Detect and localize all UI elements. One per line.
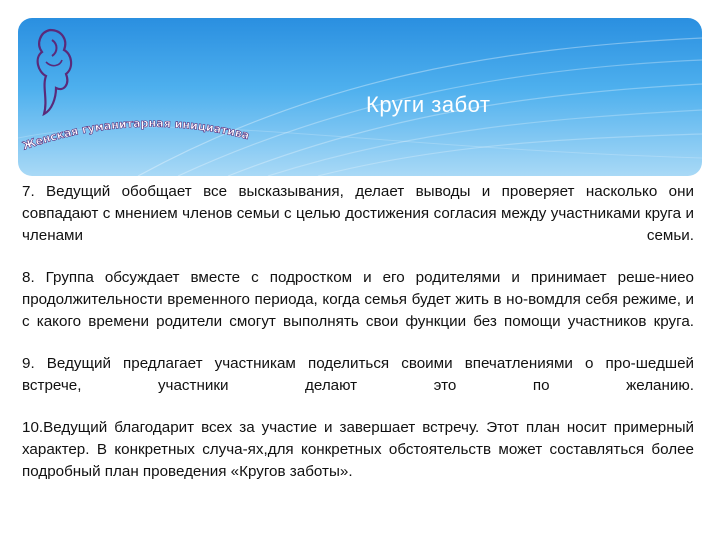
paragraph-9: 9. Ведущий предлагает участникам поделиться своими впечатлениями о про-шедшей встрече, участники делают это по желанию.	[22, 355, 694, 394]
slide-title: Круги забот	[366, 92, 491, 117]
logo-caption-arc	[18, 18, 278, 176]
paragraph-10: 10.Ведущий благодарит всех за участие и завершает встречу. Этот план носит примерный характер. В конкретных случа-ях,для конкретных обстоятельств может составляться более подробный план проведения «Кругов заботы».	[22, 419, 694, 480]
paragraph-8: 8. Группа обсуждает вместе с подростком и его родителями и принимает реше-ниео продолжительности временного периода, когда семья будет жить в но-вомдля себя режиме, и с какого времени родители смогут выполнять свои функции без помощи участников круга.	[22, 269, 694, 330]
paragraph-7: 7. Ведущий обобщает все высказывания, делает выводы и проверяет насколько они совпадают с мнением членов семьи с целью достижения согласия между участниками круга и членами семьи.	[22, 183, 694, 244]
body-text	[22, 181, 694, 503]
logo-caption-text: Женская гуманитарная инициатива	[20, 116, 251, 153]
title-banner	[18, 18, 702, 176]
svg-text:Женская гуманитарная инициатив	[21, 117, 251, 153]
